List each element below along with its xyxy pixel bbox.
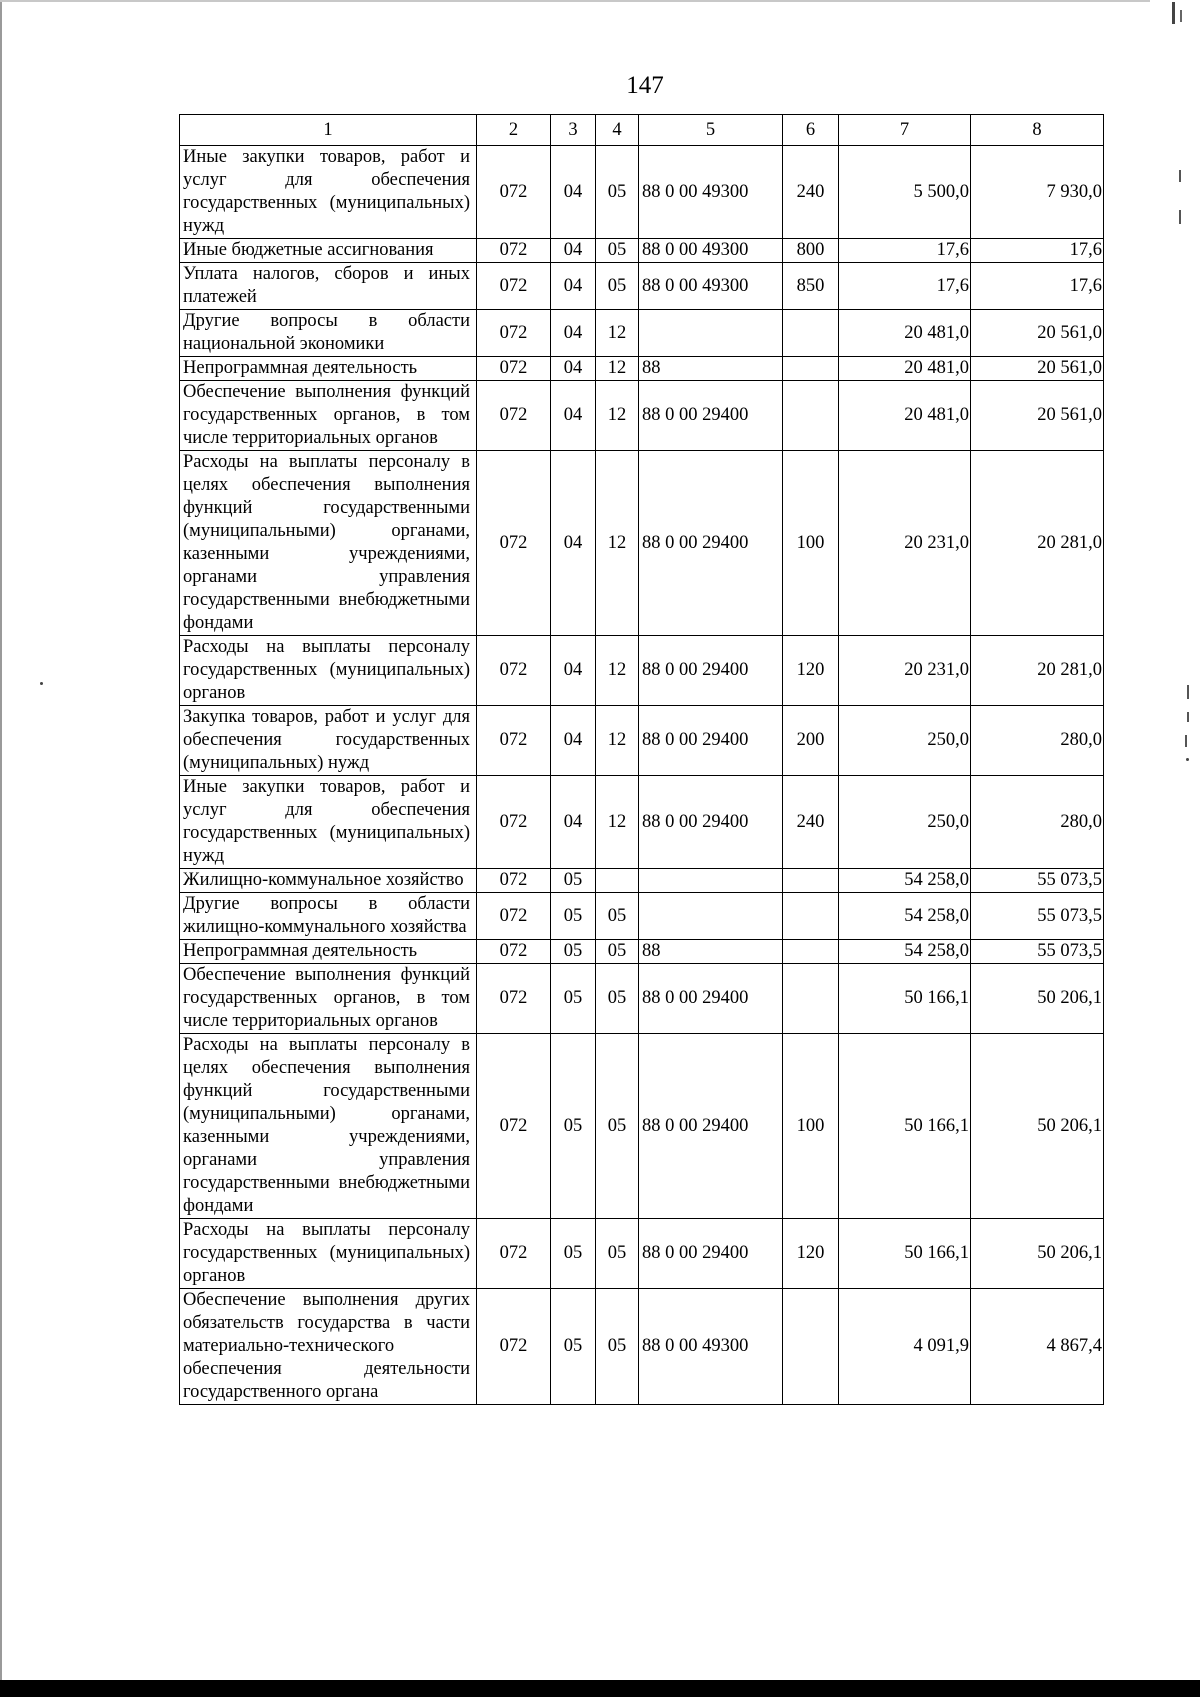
scan-artifact <box>1187 685 1189 699</box>
amount-cell: 20 481,0 <box>839 310 971 357</box>
subsection-cell: 05 <box>596 893 639 940</box>
table-row <box>180 146 1104 239</box>
expense-type-cell: 120 <box>783 636 839 706</box>
amount-cell: 54 258,0 <box>839 893 971 940</box>
code-cell: 072 <box>477 893 551 940</box>
amount-cell: 20 561,0 <box>971 357 1104 381</box>
subsection-cell: 05 <box>596 263 639 310</box>
column-header: 6 <box>783 115 839 146</box>
section-cell: 05 <box>551 964 596 1034</box>
row-name-cell: Обеспечение выполнения функций государственных органов, в том числе территориальных органов <box>180 381 477 451</box>
row-name-cell: Другие вопросы в области национальной экономики <box>180 310 477 357</box>
subsection-cell <box>596 869 639 893</box>
section-cell: 04 <box>551 310 596 357</box>
page-number: 147 <box>626 72 664 99</box>
expense-type-cell: 850 <box>783 263 839 310</box>
table-row <box>180 1289 1104 1405</box>
section-cell: 04 <box>551 239 596 263</box>
scan-corner-mark <box>1180 10 1182 22</box>
target-article-cell: 88 0 00 29400 <box>639 1219 783 1289</box>
section-cell: 05 <box>551 940 596 964</box>
subsection-cell: 05 <box>596 1219 639 1289</box>
target-article-cell <box>639 893 783 940</box>
code-cell: 072 <box>477 263 551 310</box>
expense-type-cell <box>783 893 839 940</box>
amount-cell: 55 073,5 <box>971 893 1104 940</box>
subsection-cell: 12 <box>596 776 639 869</box>
amount-cell: 7 930,0 <box>971 146 1104 239</box>
code-cell: 072 <box>477 636 551 706</box>
subsection-cell: 12 <box>596 381 639 451</box>
amount-cell: 20 481,0 <box>839 381 971 451</box>
table-row <box>180 239 1104 263</box>
row-name-cell: Расходы на выплаты персоналу государственных (муниципальных) органов <box>180 636 477 706</box>
column-header: 7 <box>839 115 971 146</box>
section-cell: 05 <box>551 1034 596 1219</box>
amount-cell: 20 231,0 <box>839 451 971 636</box>
code-cell: 072 <box>477 706 551 776</box>
row-name-cell: Иные закупки товаров, работ и услуг для обеспечения государственных (муниципальных) нужд <box>180 776 477 869</box>
target-article-cell: 88 0 00 49300 <box>639 146 783 239</box>
table-row <box>180 357 1104 381</box>
subsection-cell: 05 <box>596 964 639 1034</box>
target-article-cell: 88 <box>639 940 783 964</box>
amount-cell: 20 561,0 <box>971 310 1104 357</box>
expense-type-cell <box>783 940 839 964</box>
table-row <box>180 636 1104 706</box>
subsection-cell: 12 <box>596 310 639 357</box>
section-cell: 05 <box>551 893 596 940</box>
amount-cell: 17,6 <box>971 263 1104 310</box>
table-row <box>180 964 1104 1034</box>
scan-artifact <box>1185 735 1187 747</box>
scan-artifact <box>1179 210 1181 224</box>
amount-cell: 5 500,0 <box>839 146 971 239</box>
expense-type-cell: 240 <box>783 146 839 239</box>
code-cell: 072 <box>477 357 551 381</box>
subsection-cell: 05 <box>596 1289 639 1405</box>
code-cell: 072 <box>477 1219 551 1289</box>
amount-cell: 20 231,0 <box>839 636 971 706</box>
subsection-cell: 12 <box>596 451 639 636</box>
amount-cell: 20 481,0 <box>839 357 971 381</box>
column-header: 5 <box>639 115 783 146</box>
column-header: 3 <box>551 115 596 146</box>
target-article-cell: 88 0 00 29400 <box>639 451 783 636</box>
row-name-cell: Закупка товаров, работ и услуг для обеспечения государственных (муниципальных) нужд <box>180 706 477 776</box>
section-cell: 05 <box>551 869 596 893</box>
target-article-cell: 88 0 00 29400 <box>639 1034 783 1219</box>
expense-type-cell <box>783 1289 839 1405</box>
code-cell: 072 <box>477 964 551 1034</box>
expense-type-cell: 240 <box>783 776 839 869</box>
target-article-cell <box>639 869 783 893</box>
row-name-cell: Иные бюджетные ассигнования <box>180 239 477 263</box>
subsection-cell: 05 <box>596 239 639 263</box>
row-name-cell: Непрограммная деятельность <box>180 940 477 964</box>
table-header-row <box>180 115 1104 146</box>
row-name-cell: Непрограммная деятельность <box>180 357 477 381</box>
target-article-cell: 88 0 00 29400 <box>639 381 783 451</box>
expense-type-cell <box>783 381 839 451</box>
scan-speck <box>40 682 43 685</box>
row-name-cell: Другие вопросы в области жилищно-коммунального хозяйства <box>180 893 477 940</box>
amount-cell: 54 258,0 <box>839 940 971 964</box>
expense-type-cell <box>783 869 839 893</box>
target-article-cell: 88 0 00 29400 <box>639 636 783 706</box>
table-row <box>180 1034 1104 1219</box>
amount-cell: 50 206,1 <box>971 964 1104 1034</box>
code-cell: 072 <box>477 1034 551 1219</box>
subsection-cell: 05 <box>596 940 639 964</box>
amount-cell: 280,0 <box>971 706 1104 776</box>
amount-cell: 4 091,9 <box>839 1289 971 1405</box>
row-name-cell: Расходы на выплаты персоналу в целях обеспечения выполнения функций государственными (муниципальными) органами, казенными учреждениями, органами управления государственными внебюджетными фондами <box>180 451 477 636</box>
amount-cell: 20 281,0 <box>971 636 1104 706</box>
target-article-cell: 88 0 00 29400 <box>639 776 783 869</box>
amount-cell: 250,0 <box>839 706 971 776</box>
expense-type-cell: 800 <box>783 239 839 263</box>
table-row <box>180 776 1104 869</box>
amount-cell: 280,0 <box>971 776 1104 869</box>
column-header: 4 <box>596 115 639 146</box>
section-cell: 04 <box>551 381 596 451</box>
table-row <box>180 893 1104 940</box>
table-row <box>180 310 1104 357</box>
column-header: 2 <box>477 115 551 146</box>
section-cell: 04 <box>551 776 596 869</box>
table-row <box>180 869 1104 893</box>
section-cell: 04 <box>551 706 596 776</box>
table-row <box>180 940 1104 964</box>
subsection-cell: 12 <box>596 706 639 776</box>
target-article-cell <box>639 310 783 357</box>
expense-type-cell <box>783 357 839 381</box>
amount-cell: 50 166,1 <box>839 1219 971 1289</box>
scan-edge-top <box>0 0 1150 2</box>
amount-cell: 50 166,1 <box>839 1034 971 1219</box>
amount-cell: 17,6 <box>971 239 1104 263</box>
amount-cell: 20 281,0 <box>971 451 1104 636</box>
amount-cell: 50 206,1 <box>971 1219 1104 1289</box>
table-row <box>180 1219 1104 1289</box>
amount-cell: 4 867,4 <box>971 1289 1104 1405</box>
subsection-cell: 12 <box>596 636 639 706</box>
subsection-cell: 05 <box>596 1034 639 1219</box>
row-name-cell: Уплата налогов, сборов и иных платежей <box>180 263 477 310</box>
target-article-cell: 88 0 00 49300 <box>639 239 783 263</box>
amount-cell: 20 561,0 <box>971 381 1104 451</box>
code-cell: 072 <box>477 146 551 239</box>
expense-type-cell: 100 <box>783 1034 839 1219</box>
section-cell: 04 <box>551 636 596 706</box>
code-cell: 072 <box>477 940 551 964</box>
row-name-cell: Обеспечение выполнения функций государственных органов, в том числе территориальных органов <box>180 964 477 1034</box>
scan-speck <box>1186 758 1189 761</box>
code-cell: 072 <box>477 1289 551 1405</box>
code-cell: 072 <box>477 239 551 263</box>
row-name-cell: Обеспечение выполнения других обязательств государства в части материально-технического обеспечения деятельности государственного органа <box>180 1289 477 1405</box>
row-name-cell: Расходы на выплаты персоналу государственных (муниципальных) органов <box>180 1219 477 1289</box>
row-name-cell: Жилищно-коммунальное хозяйство <box>180 869 477 893</box>
amount-cell: 17,6 <box>839 263 971 310</box>
amount-cell: 54 258,0 <box>839 869 971 893</box>
code-cell: 072 <box>477 310 551 357</box>
subsection-cell: 12 <box>596 357 639 381</box>
expense-type-cell: 120 <box>783 1219 839 1289</box>
amount-cell: 55 073,5 <box>971 869 1104 893</box>
table-row <box>180 381 1104 451</box>
budget-table <box>179 114 1104 1405</box>
scan-edge-left <box>0 0 2 1697</box>
scan-edge-bottom <box>0 1680 1200 1697</box>
target-article-cell: 88 0 00 29400 <box>639 706 783 776</box>
amount-cell: 17,6 <box>839 239 971 263</box>
row-name-cell: Расходы на выплаты персоналу в целях обеспечения выполнения функций государственными (муниципальными) органами, казенными учреждениями, органами управления государственными внебюджетными фондами <box>180 1034 477 1219</box>
section-cell: 05 <box>551 1289 596 1405</box>
expense-type-cell <box>783 310 839 357</box>
section-cell: 04 <box>551 263 596 310</box>
code-cell: 072 <box>477 381 551 451</box>
subsection-cell: 05 <box>596 146 639 239</box>
amount-cell: 50 206,1 <box>971 1034 1104 1219</box>
table-row <box>180 263 1104 310</box>
target-article-cell: 88 <box>639 357 783 381</box>
section-cell: 04 <box>551 357 596 381</box>
expense-type-cell <box>783 964 839 1034</box>
code-cell: 072 <box>477 869 551 893</box>
scan-artifact <box>1179 170 1181 182</box>
scan-artifact <box>1187 712 1189 722</box>
scan-corner-mark <box>1172 2 1175 24</box>
amount-cell: 50 166,1 <box>839 964 971 1034</box>
expense-type-cell: 200 <box>783 706 839 776</box>
column-header: 1 <box>180 115 477 146</box>
section-cell: 04 <box>551 451 596 636</box>
row-name-cell: Иные закупки товаров, работ и услуг для обеспечения государственных (муниципальных) нужд <box>180 146 477 239</box>
section-cell: 04 <box>551 146 596 239</box>
amount-cell: 250,0 <box>839 776 971 869</box>
code-cell: 072 <box>477 776 551 869</box>
expense-type-cell: 100 <box>783 451 839 636</box>
target-article-cell: 88 0 00 29400 <box>639 964 783 1034</box>
section-cell: 05 <box>551 1219 596 1289</box>
target-article-cell: 88 0 00 49300 <box>639 263 783 310</box>
table-row <box>180 451 1104 636</box>
amount-cell: 55 073,5 <box>971 940 1104 964</box>
table-row <box>180 706 1104 776</box>
column-header: 8 <box>971 115 1104 146</box>
target-article-cell: 88 0 00 49300 <box>639 1289 783 1405</box>
code-cell: 072 <box>477 451 551 636</box>
